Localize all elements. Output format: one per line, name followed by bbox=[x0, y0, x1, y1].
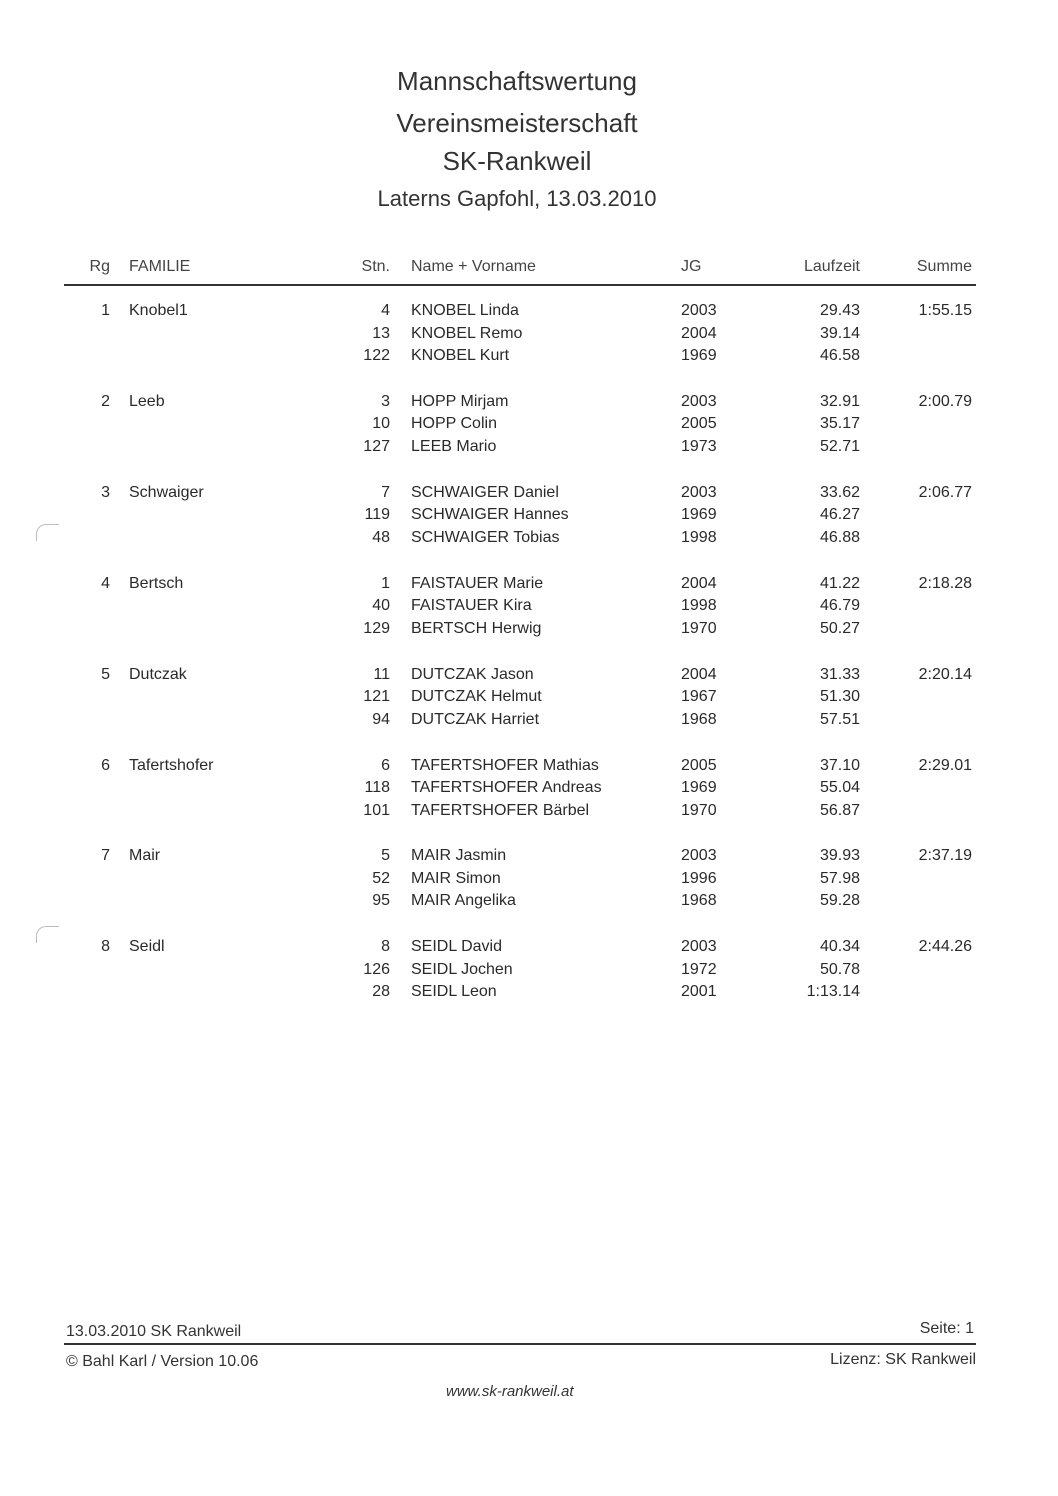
start-number: 48 bbox=[372, 529, 390, 546]
birth-year: 1969 bbox=[681, 779, 717, 796]
start-number: 121 bbox=[363, 688, 390, 705]
title-club-championship: Vereinsmeisterschaft bbox=[396, 108, 638, 138]
racer-name: KNOBEL Remo bbox=[411, 325, 523, 342]
run-time: 57.98 bbox=[819, 870, 860, 887]
run-time: 56.87 bbox=[819, 802, 860, 819]
start-number: 119 bbox=[364, 506, 390, 523]
run-time: 41.22 bbox=[819, 575, 860, 592]
team-total: 2:37.19 bbox=[918, 847, 972, 864]
team-family: Knobel1 bbox=[129, 302, 188, 319]
racer-name: DUTCZAK Jason bbox=[411, 666, 534, 683]
birth-year: 1998 bbox=[681, 597, 717, 614]
team-rank: 1 bbox=[101, 302, 110, 319]
start-number: 3 bbox=[381, 393, 390, 410]
birth-year: 2004 bbox=[681, 325, 717, 342]
birth-year: 1967 bbox=[681, 688, 717, 705]
team-rank: 6 bbox=[101, 757, 110, 774]
run-time: 40.34 bbox=[819, 938, 860, 955]
birth-year: 1972 bbox=[681, 961, 717, 978]
birth-year: 1968 bbox=[681, 892, 717, 909]
team-family: Mair bbox=[129, 847, 161, 864]
racer-name: DUTCZAK Harriet bbox=[411, 711, 540, 728]
header-divider bbox=[64, 284, 976, 286]
birth-year: 2003 bbox=[681, 302, 717, 319]
racer-name: FAISTAUER Kira bbox=[411, 597, 532, 614]
team-family: Tafertshofer bbox=[129, 757, 214, 774]
run-time: 46.27 bbox=[819, 506, 860, 523]
racer-name: HOPP Mirjam bbox=[411, 393, 509, 410]
col-header-family: FAMILIE bbox=[129, 258, 191, 275]
run-time: 39.14 bbox=[819, 325, 860, 342]
footer-copyright: © Bahl Karl / Version 10.06 bbox=[66, 1353, 259, 1370]
footer-license: Lizenz: SK Rankweil bbox=[830, 1351, 976, 1368]
start-number: 126 bbox=[363, 961, 390, 978]
birth-year: 1996 bbox=[681, 870, 717, 887]
racer-name: SEIDL Leon bbox=[411, 983, 497, 1000]
start-number: 4 bbox=[381, 302, 390, 319]
team-total: 2:20.14 bbox=[918, 666, 972, 683]
racer-name: FAISTAUER Marie bbox=[411, 575, 544, 592]
start-number: 28 bbox=[372, 983, 390, 1000]
run-time: 57.51 bbox=[819, 711, 860, 728]
run-time: 35.17 bbox=[819, 415, 860, 432]
start-number: 94 bbox=[372, 711, 390, 728]
footer-page-number: Seite: 1 bbox=[919, 1320, 974, 1337]
racer-name: KNOBEL Linda bbox=[411, 302, 519, 319]
team-family: Schwaiger bbox=[129, 484, 204, 501]
event-location-date: Laterns Gapfohl, 13.03.2010 bbox=[377, 186, 657, 211]
team-family: Dutczak bbox=[129, 666, 187, 683]
col-header-name: Name + Vorname bbox=[411, 258, 536, 275]
birth-year: 2001 bbox=[681, 983, 717, 1000]
racer-name: DUTCZAK Helmut bbox=[411, 688, 542, 705]
start-number: 122 bbox=[363, 347, 390, 364]
run-time: 50.78 bbox=[819, 961, 860, 978]
run-time: 32.91 bbox=[819, 393, 860, 410]
team-total: 2:29.01 bbox=[918, 757, 972, 774]
col-header-total: Summe bbox=[916, 258, 972, 275]
run-time: 39.93 bbox=[819, 847, 860, 864]
start-number: 5 bbox=[381, 847, 390, 864]
run-time: 51.30 bbox=[819, 688, 860, 705]
run-time: 31.33 bbox=[819, 666, 860, 683]
start-number: 1 bbox=[381, 575, 390, 592]
team-total: 2:00.79 bbox=[918, 393, 972, 410]
birth-year: 2003 bbox=[681, 484, 717, 501]
run-time: 33.62 bbox=[819, 484, 860, 501]
birth-year: 2003 bbox=[681, 847, 717, 864]
racer-name: MAIR Angelika bbox=[411, 892, 516, 909]
team-total: 2:44.26 bbox=[918, 938, 972, 955]
team-family: Bertsch bbox=[129, 575, 184, 592]
birth-year: 1968 bbox=[681, 711, 717, 728]
start-number: 101 bbox=[363, 802, 390, 819]
start-number: 52 bbox=[372, 870, 390, 887]
start-number: 11 bbox=[373, 666, 390, 683]
footer-url: www.sk-rankweil.at bbox=[446, 1383, 574, 1400]
racer-name: HOPP Colin bbox=[411, 415, 497, 432]
birth-year: 1998 bbox=[681, 529, 717, 546]
team-total: 2:18.28 bbox=[918, 575, 972, 592]
racer-name: SCHWAIGER Hannes bbox=[411, 506, 569, 523]
racer-name: SEIDL David bbox=[411, 938, 502, 955]
birth-year: 2005 bbox=[681, 415, 717, 432]
birth-year: 2003 bbox=[681, 393, 717, 410]
racer-name: TAFERTSHOFER Andreas bbox=[411, 779, 602, 796]
run-time: 46.88 bbox=[819, 529, 860, 546]
run-time: 55.04 bbox=[819, 779, 860, 796]
start-number: 13 bbox=[372, 325, 390, 342]
racer-name: MAIR Simon bbox=[411, 870, 501, 887]
racer-name: TAFERTSHOFER Mathias bbox=[411, 757, 599, 774]
racer-name: LEEB Mario bbox=[411, 438, 497, 455]
racer-name: SCHWAIGER Daniel bbox=[411, 484, 559, 501]
start-number: 8 bbox=[381, 938, 390, 955]
birth-year: 1969 bbox=[681, 506, 717, 523]
col-header-start-number: Stn. bbox=[361, 258, 390, 275]
title-team-ranking: Mannschaftswertung bbox=[397, 66, 637, 96]
team-total: 1:55.15 bbox=[918, 302, 972, 319]
start-number: 6 bbox=[381, 757, 390, 774]
racer-name: TAFERTSHOFER Bärbel bbox=[411, 802, 590, 819]
racer-name: KNOBEL Kurt bbox=[411, 347, 510, 364]
birth-year: 2004 bbox=[681, 666, 717, 683]
run-time: 52.71 bbox=[819, 438, 860, 455]
run-time: 1:13.14 bbox=[806, 983, 860, 1000]
racer-name: SEIDL Jochen bbox=[411, 961, 513, 978]
team-rank: 2 bbox=[101, 393, 110, 410]
col-header-birth-year: JG bbox=[681, 258, 702, 275]
footer-divider bbox=[64, 1343, 976, 1345]
team-rank: 5 bbox=[101, 666, 110, 683]
punch-mark bbox=[36, 524, 59, 541]
team-total: 2:06.77 bbox=[918, 484, 972, 501]
birth-year: 1973 bbox=[681, 438, 717, 455]
start-number: 7 bbox=[381, 484, 390, 501]
footer-date-club: 13.03.2010 SK Rankweil bbox=[66, 1323, 242, 1340]
run-time: 50.27 bbox=[819, 620, 860, 637]
run-time: 46.79 bbox=[819, 597, 860, 614]
team-rank: 3 bbox=[101, 484, 110, 501]
start-number: 10 bbox=[372, 415, 390, 432]
team-rank: 4 bbox=[101, 575, 110, 592]
racer-name: SCHWAIGER Tobias bbox=[411, 529, 560, 546]
run-time: 46.58 bbox=[819, 347, 860, 364]
team-rank: 7 bbox=[101, 847, 110, 864]
title-club: SK-Rankweil bbox=[442, 146, 592, 176]
start-number: 95 bbox=[372, 892, 390, 909]
run-time: 59.28 bbox=[819, 892, 860, 909]
start-number: 127 bbox=[363, 438, 390, 455]
team-family: Leeb bbox=[129, 393, 165, 410]
start-number: 40 bbox=[372, 597, 390, 614]
col-header-rank: Rg bbox=[89, 258, 110, 275]
start-number: 118 bbox=[364, 779, 390, 796]
racer-name: BERTSCH Herwig bbox=[411, 620, 542, 637]
birth-year: 1970 bbox=[681, 802, 717, 819]
team-rank: 8 bbox=[101, 938, 110, 955]
col-header-run-time: Laufzeit bbox=[803, 258, 860, 275]
start-number: 129 bbox=[363, 620, 390, 637]
team-family: Seidl bbox=[129, 938, 165, 955]
birth-year: 1970 bbox=[681, 620, 717, 637]
birth-year: 2005 bbox=[681, 757, 717, 774]
racer-name: MAIR Jasmin bbox=[411, 847, 507, 864]
run-time: 29.43 bbox=[819, 302, 860, 319]
birth-year: 2003 bbox=[681, 938, 717, 955]
punch-mark bbox=[36, 926, 59, 943]
run-time: 37.10 bbox=[819, 757, 860, 774]
birth-year: 2004 bbox=[681, 575, 717, 592]
birth-year: 1969 bbox=[681, 347, 717, 364]
